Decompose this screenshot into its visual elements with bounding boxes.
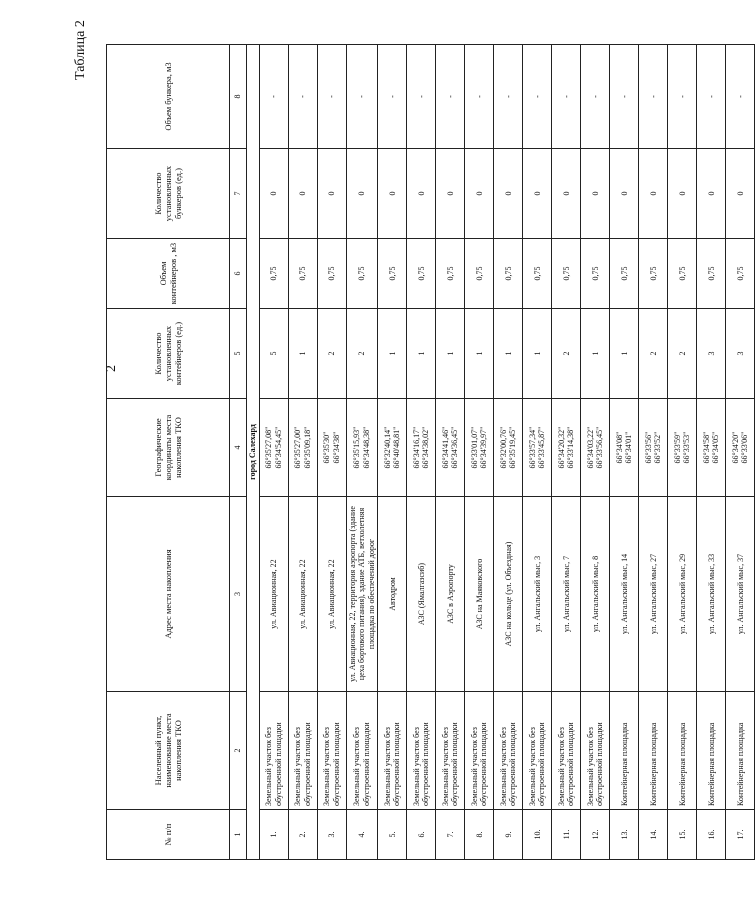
column-number: 5 bbox=[230, 309, 247, 399]
container-count: 1 bbox=[494, 309, 523, 399]
coordinate-lon: 66°34'38" bbox=[331, 431, 341, 464]
row-number: 7. bbox=[436, 810, 465, 860]
table-row bbox=[581, 45, 610, 860]
container-count: 1 bbox=[378, 309, 407, 399]
place-name: Земельный участок без обустроенной площадки bbox=[465, 692, 494, 810]
column-number: 3 bbox=[230, 497, 247, 692]
bunker-count: 0 bbox=[288, 149, 317, 239]
column-header: Объем контейнеров , м3 bbox=[107, 239, 230, 309]
table-row bbox=[697, 45, 726, 860]
container-count: 2 bbox=[346, 309, 378, 399]
container-count: 2 bbox=[639, 309, 668, 399]
coordinate-lat: 66°33'56" bbox=[643, 431, 653, 464]
coordinate-lon: 66°40'48,81" bbox=[392, 426, 402, 469]
coordinate-lon: 66°33'52" bbox=[653, 431, 663, 464]
coordinates bbox=[407, 399, 436, 497]
place-name: Земельный участок без обустроенной площадки bbox=[378, 692, 407, 810]
container-volume: 0,75 bbox=[407, 239, 436, 309]
container-count: 1 bbox=[465, 309, 494, 399]
coordinate-lat: 66°33'59" bbox=[672, 431, 682, 464]
container-count: 1 bbox=[407, 309, 436, 399]
coordinate-lat: 66°34'20" bbox=[730, 431, 740, 464]
bunker-volume: - bbox=[259, 45, 288, 149]
container-count: 2 bbox=[552, 309, 581, 399]
coordinate-lat: 66°35'27,00" bbox=[293, 426, 302, 469]
bunker-count: 0 bbox=[378, 149, 407, 239]
place-name: Земельный участок без обустроенной площадки bbox=[552, 692, 581, 810]
bunker-volume: - bbox=[581, 45, 610, 149]
table-row bbox=[436, 45, 465, 860]
bunker-volume: - bbox=[346, 45, 378, 149]
container-volume: 0,75 bbox=[259, 239, 288, 309]
column-number: 4 bbox=[230, 399, 247, 497]
row-number: 9. bbox=[494, 810, 523, 860]
coordinate-lat: 66°34'16,17" bbox=[411, 426, 421, 469]
bunker-volume: - bbox=[552, 45, 581, 149]
place-name: Земельный участок без обустроенной площадки bbox=[494, 692, 523, 810]
place-name: Контейнерная площадка bbox=[668, 692, 697, 810]
table-row bbox=[552, 45, 581, 860]
place-name: Земельный участок без обустроенной площадки bbox=[346, 692, 378, 810]
container-volume: 0,75 bbox=[668, 239, 697, 309]
bunker-count: 0 bbox=[465, 149, 494, 239]
table-row bbox=[465, 45, 494, 860]
column-header: Адрес места накопления bbox=[107, 497, 230, 692]
coordinate-lon: 66°33'14,38" bbox=[566, 426, 576, 469]
bunker-volume: - bbox=[465, 45, 494, 149]
column-header: № п/п bbox=[107, 810, 230, 860]
container-volume: 0,75 bbox=[610, 239, 639, 309]
place-name: Земельный участок без обустроенной площадки bbox=[288, 692, 317, 810]
bunker-volume: - bbox=[494, 45, 523, 149]
coordinate-lat: 66°33'01,07" bbox=[469, 426, 479, 469]
bunker-count: 0 bbox=[346, 149, 378, 239]
address: ул. Ангальский мыс, 37 bbox=[726, 497, 755, 692]
column-number: 7 bbox=[230, 149, 247, 239]
coordinate-lon: 66°34'48,38" bbox=[361, 426, 371, 469]
bunker-count: 0 bbox=[259, 149, 288, 239]
coordinates bbox=[639, 399, 668, 497]
place-name: Контейнерная площадка bbox=[726, 692, 755, 810]
container-count: 1 bbox=[581, 309, 610, 399]
column-header: Количество установленных контейнеров (ед.) bbox=[107, 309, 230, 399]
bunker-count: 0 bbox=[436, 149, 465, 239]
row-number: 11. bbox=[552, 810, 581, 860]
container-count: 1 bbox=[523, 309, 552, 399]
coordinate-lon: 66°34'39,97" bbox=[479, 426, 489, 469]
column-header: Населенный пункт, наименование места накопления ТКО bbox=[107, 692, 230, 810]
coordinate-lat: 66°33'57,34" bbox=[527, 426, 537, 469]
place-name: Контейнерная площадка bbox=[639, 692, 668, 810]
address: ул. Авиационная, 22, территория аэропорта (здание цеха бортового питания), здание АТБ, ветхолетняя площадка по обеспечений дорог bbox=[346, 497, 378, 692]
coordinate-lon: 66°34'54,45" bbox=[273, 426, 283, 469]
container-count: 1 bbox=[436, 309, 465, 399]
city-heading: город Салехард bbox=[247, 45, 260, 860]
row-number: 4. bbox=[346, 810, 378, 860]
table-row bbox=[610, 45, 639, 860]
bunker-count: 0 bbox=[697, 149, 726, 239]
address: ул. Ангальский мыс, 33 bbox=[697, 497, 726, 692]
bunker-volume: - bbox=[668, 45, 697, 149]
row-number: 8. bbox=[465, 810, 494, 860]
place-name: Земельный участок без обустроенной площадки bbox=[436, 692, 465, 810]
bunker-volume: - bbox=[407, 45, 436, 149]
table-row bbox=[317, 45, 346, 860]
bunker-volume: - bbox=[610, 45, 639, 149]
table-row bbox=[378, 45, 407, 860]
coordinate-lat: 66°34'41,46" bbox=[440, 426, 450, 469]
coordinate-lon: 66°34'05" bbox=[711, 431, 721, 464]
table-row bbox=[407, 45, 436, 860]
container-volume: 0,75 bbox=[697, 239, 726, 309]
bunker-volume: - bbox=[639, 45, 668, 149]
coordinate-lon: 66°35'19,45" bbox=[508, 426, 518, 469]
bunker-count: 0 bbox=[726, 149, 755, 239]
coordinate-lon: 66°34'38,02" bbox=[421, 426, 431, 469]
coordinates bbox=[317, 399, 346, 497]
header-row bbox=[107, 45, 230, 860]
bunker-count: 0 bbox=[523, 149, 552, 239]
bunker-volume: - bbox=[436, 45, 465, 149]
container-volume: 0,75 bbox=[378, 239, 407, 309]
place-name: Земельный участок без обустроенной площадки bbox=[317, 692, 346, 810]
waste-sites-table bbox=[106, 44, 755, 860]
bunker-count: 0 bbox=[552, 149, 581, 239]
container-count: 2 bbox=[317, 309, 346, 399]
coordinate-lon: 66°35'09,18" bbox=[302, 426, 312, 469]
address: Автодром bbox=[378, 497, 407, 692]
address: ул. Ангальский мыс, 3 bbox=[523, 497, 552, 692]
container-volume: 0,75 bbox=[552, 239, 581, 309]
row-number: 1. bbox=[259, 810, 288, 860]
bunker-count: 0 bbox=[581, 149, 610, 239]
bunker-volume: - bbox=[317, 45, 346, 149]
row-number: 10. bbox=[523, 810, 552, 860]
address: ул. Ангальский мыс, 8 bbox=[581, 497, 610, 692]
address: ул. Авиационная, 22 bbox=[317, 497, 346, 692]
coordinates bbox=[494, 399, 523, 497]
bunker-volume: - bbox=[288, 45, 317, 149]
coordinate-lat: 66°32'00,76" bbox=[498, 426, 508, 469]
bunker-count: 0 bbox=[407, 149, 436, 239]
container-volume: 0,75 bbox=[581, 239, 610, 309]
bunker-count: 0 bbox=[494, 149, 523, 239]
coordinate-lon: 66°34'36,45" bbox=[450, 426, 460, 469]
table-row bbox=[494, 45, 523, 860]
bunker-volume: - bbox=[378, 45, 407, 149]
address: АЗС (Ямалгазсиб) bbox=[407, 497, 436, 692]
row-number: 5. bbox=[378, 810, 407, 860]
bunker-count: 0 bbox=[317, 149, 346, 239]
place-name: Земельный участок без обустроенной площадки bbox=[523, 692, 552, 810]
table-caption: Таблица 2 bbox=[73, 20, 88, 80]
column-number: 6 bbox=[230, 239, 247, 309]
coordinates bbox=[581, 399, 610, 497]
address: ул. Ангальский мыс, 14 bbox=[610, 497, 639, 692]
address: ул. Ангальский мыс, 29 bbox=[668, 497, 697, 692]
table-row bbox=[668, 45, 697, 860]
coordinates bbox=[697, 399, 726, 497]
coordinates bbox=[668, 399, 697, 497]
coordinates bbox=[610, 399, 639, 497]
coordinate-lon: 66°33'06" bbox=[740, 431, 750, 464]
address: ул. Авиационная, 22 bbox=[259, 497, 288, 692]
column-header: Количество установленных бункеров (ед.) bbox=[107, 149, 230, 239]
bunker-volume: - bbox=[523, 45, 552, 149]
table-row bbox=[259, 45, 288, 860]
table-row bbox=[639, 45, 668, 860]
address: АЗС на Маяковского bbox=[465, 497, 494, 692]
rotated-table-container bbox=[106, 45, 750, 860]
coordinate-lat: 66°35'27,08" bbox=[264, 426, 273, 469]
coordinate-lon: 66°34'01" bbox=[624, 431, 634, 464]
container-volume: 0,75 bbox=[436, 239, 465, 309]
row-number: 14. bbox=[639, 810, 668, 860]
row-number: 16. bbox=[697, 810, 726, 860]
city-row bbox=[247, 45, 260, 860]
coordinates bbox=[436, 399, 465, 497]
place-name: Контейнерная площадка bbox=[697, 692, 726, 810]
container-count: 3 bbox=[697, 309, 726, 399]
row-number: 6. bbox=[407, 810, 436, 860]
container-volume: 0,75 bbox=[465, 239, 494, 309]
container-count: 3 bbox=[726, 309, 755, 399]
coordinate-lon: 66°33'45,87" bbox=[537, 426, 547, 469]
row-number: 17. bbox=[726, 810, 755, 860]
coordinate-lon: 66°33'53" bbox=[682, 431, 692, 464]
table-row bbox=[288, 45, 317, 860]
address: ул. Авиационная, 22 bbox=[288, 497, 317, 692]
coordinate-lat: 66°34'03,22" bbox=[585, 426, 595, 469]
bunker-count: 0 bbox=[639, 149, 668, 239]
coordinates bbox=[523, 399, 552, 497]
container-count: 1 bbox=[610, 309, 639, 399]
column-header: Объем бункера, м3 bbox=[107, 45, 230, 149]
coordinates bbox=[552, 399, 581, 497]
row-number: 15. bbox=[668, 810, 697, 860]
coordinate-lat: 66°34'08" bbox=[614, 431, 624, 464]
coordinates bbox=[346, 399, 378, 497]
address: АЗС на кольце (ул. Объездная) bbox=[494, 497, 523, 692]
column-number: 8 bbox=[230, 45, 247, 149]
coordinate-lat: 66°35'30" bbox=[322, 431, 331, 464]
address: ул. Ангальский мыс, 7 bbox=[552, 497, 581, 692]
container-volume: 0,75 bbox=[317, 239, 346, 309]
container-volume: 0,75 bbox=[288, 239, 317, 309]
coordinate-lat: 66°35'15,93" bbox=[352, 426, 362, 469]
column-number: 2 bbox=[230, 692, 247, 810]
row-number: 3. bbox=[317, 810, 346, 860]
container-volume: 0,75 bbox=[494, 239, 523, 309]
table-row bbox=[346, 45, 378, 860]
table-row bbox=[726, 45, 755, 860]
place-name: Земельный участок без обустроенной площадки bbox=[259, 692, 288, 810]
container-count: 5 bbox=[259, 309, 288, 399]
coordinates bbox=[465, 399, 494, 497]
column-header: Географические координаты места накопления ТКО bbox=[107, 399, 230, 497]
bunker-volume: - bbox=[697, 45, 726, 149]
address: ул. Ангальский мыс, 27 bbox=[639, 497, 668, 692]
bunker-count: 0 bbox=[668, 149, 697, 239]
container-volume: 0,75 bbox=[346, 239, 378, 309]
column-number: 1 bbox=[230, 810, 247, 860]
coordinate-lat: 66°34'20,32" bbox=[556, 426, 566, 469]
coordinates bbox=[288, 399, 317, 497]
page-number: 2 bbox=[104, 365, 119, 372]
container-count: 1 bbox=[288, 309, 317, 399]
place-name: Контейнерная площадка bbox=[610, 692, 639, 810]
container-volume: 0,75 bbox=[726, 239, 755, 309]
address: АЗС в Аэропорту bbox=[436, 497, 465, 692]
place-name: Земельный участок без обустроенной площадки bbox=[407, 692, 436, 810]
row-number: 13. bbox=[610, 810, 639, 860]
row-number: 12. bbox=[581, 810, 610, 860]
coordinate-lat: 66°32'40,14" bbox=[382, 426, 392, 469]
coordinates bbox=[378, 399, 407, 497]
bunker-volume: - bbox=[726, 45, 755, 149]
column-number-row bbox=[230, 45, 247, 860]
coordinate-lon: 66°33'56,45" bbox=[595, 426, 605, 469]
row-number: 2. bbox=[288, 810, 317, 860]
table-row bbox=[523, 45, 552, 860]
coordinates bbox=[726, 399, 755, 497]
place-name: Земельный участок без обустроенной площадки bbox=[581, 692, 610, 810]
coordinates bbox=[259, 399, 288, 497]
coordinate-lat: 66°34'58" bbox=[701, 431, 711, 464]
container-volume: 0,75 bbox=[523, 239, 552, 309]
container-count: 2 bbox=[668, 309, 697, 399]
container-volume: 0,75 bbox=[639, 239, 668, 309]
bunker-count: 0 bbox=[610, 149, 639, 239]
